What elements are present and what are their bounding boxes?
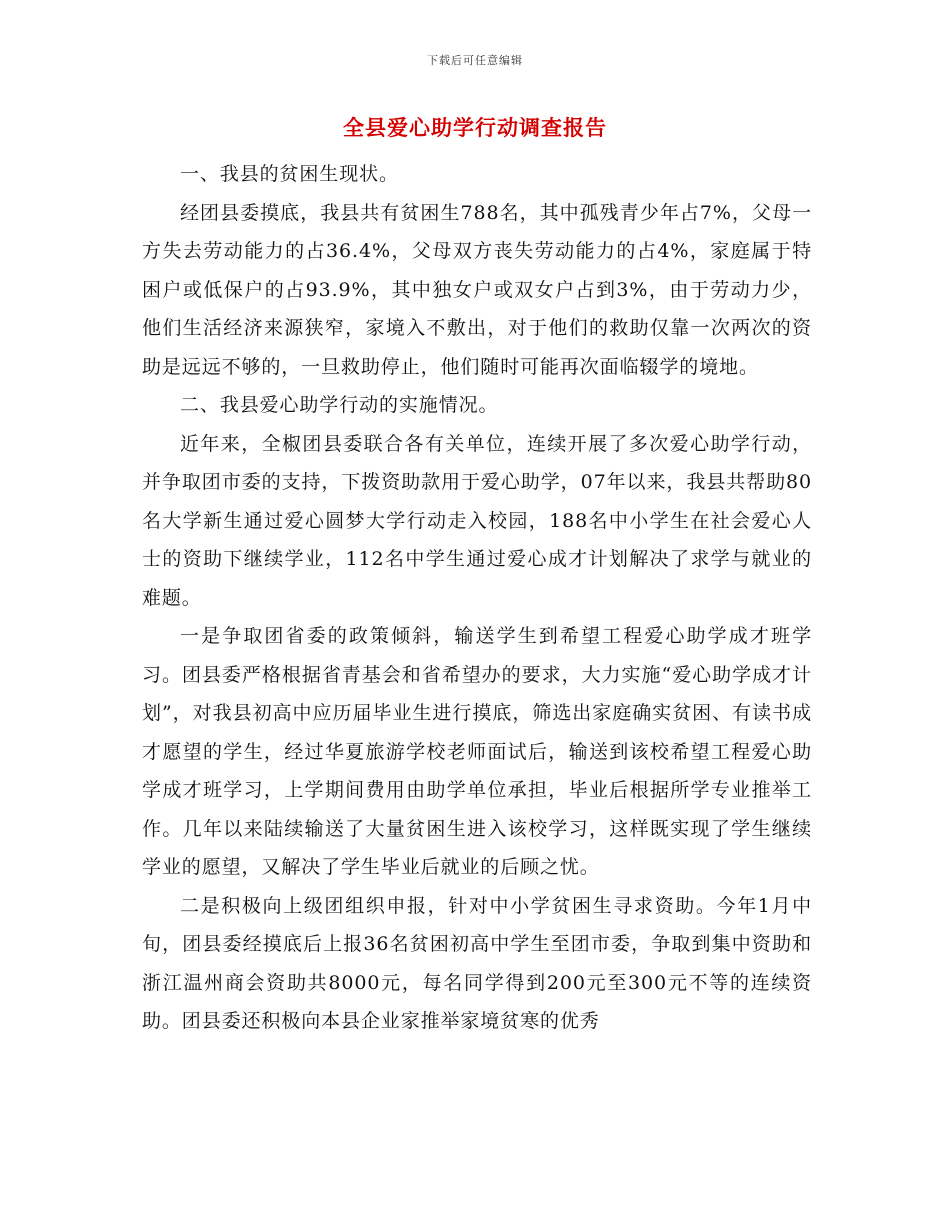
paragraph-poverty-status: 经团县委摸底，我县共有贫困生788名，其中孤残青少年占7%，父母一方失去劳动能力的占36.4%，父母双方丧失劳动能力的占4%，家庭属于特困户或低保户的占93.9%，其中独女户或双女户占到3%，由于劳动力少，他们生活经济来源狭窄，家境入不敷出，对于他们的救助仅靠一次两次的资助是远远不够的，一旦救助停止，他们随时可能再次面临辍学的境地。 [142, 201, 812, 378]
document-body [142, 155, 812, 1041]
paragraph-measure-1: 一是争取团省委的政策倾斜，输送学生到希望工程爱心助学成才班学习。团县委严格根据省青基会和省希望办的要求，大力实施“爱心助学成才计划”，对我县初高中应历届毕业生进行摸底，筛选出家庭确实贫困、有读书成才愿望的学生，经过华夏旅游学校老师面试后，输送到该校希望工程爱心助学成才班学习，上学期间费用由助学单位承担，毕业后根据所学专业推举工作。几年以来陆续输送了大量贫困生进入该校学习，这样既实现了学生继续学业的愿望，又解决了学生毕业后就业的后顾之忧。 [142, 625, 812, 878]
paragraph-measure-2: 二是积极向上级团组织申报，针对中小学贫困生寻求资助。今年1月中旬，团县委经摸底后上报36名贫困初高中学生至团市委，争取到集中资助和浙江温州商会资助共8000元，每名同学得到200元至300元不等的连续资助。团县委还积极向本县企业家推举家境贫寒的优秀 [142, 894, 812, 1032]
document-title: 全县爱心助学行动调查报告 [343, 116, 607, 140]
section-heading-2: 二、我县爱心助学行动的实施情况。 [180, 394, 499, 416]
paragraph-implementation: 近年来，全椒团县委联合各有关单位，连续开展了多次爱心助学行动，并争取团市委的支持，下拨资助款用于爱心助学，07年以来，我县共帮助80名大学新生通过爱心圆梦大学行动走入校园，188名中小学生在社会爱心人士的资助下继续学业，112名中学生通过爱心成才计划解决了求学与就业的难题。 [142, 432, 812, 609]
header-note: 下载后可任意编辑 [427, 54, 523, 67]
section-heading-1: 一、我县的贫困生现状。 [180, 163, 399, 185]
